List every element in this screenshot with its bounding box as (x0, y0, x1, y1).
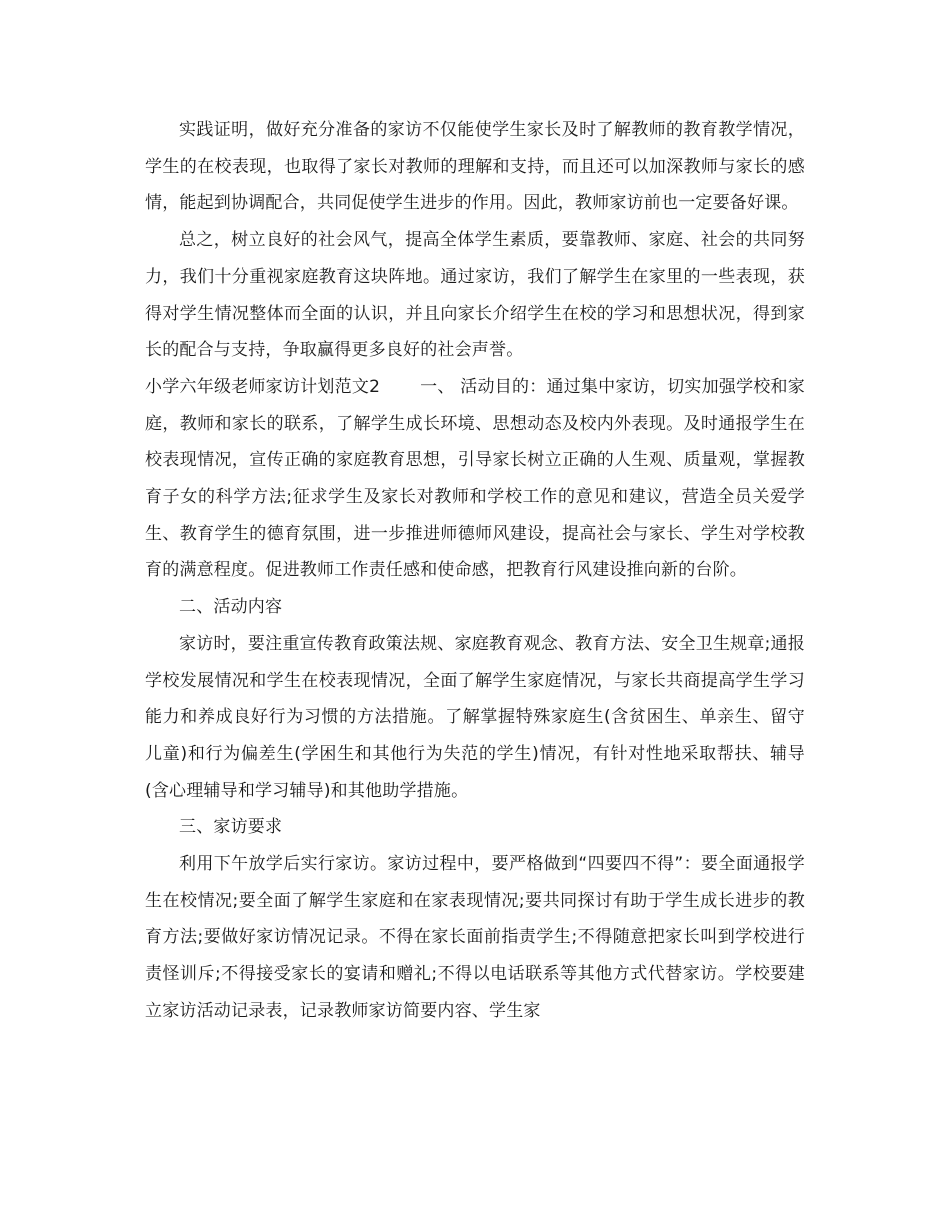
paragraph-practice-proof: 实践证明，做好充分准备的家访不仅能使学生家长及时了解教师的教育教学情况，学生的在校表现，也取得了家长对教师的理解和支持，而且还可以加深教师与家长的感情，能起到协调配合，共同促使学生进步的作用。因此，教师家访前也一定要备好课。 (145, 120, 805, 214)
activity-purpose-text: 一、 活动目的：通过集中家访，切实加强学校和家庭，教师和家长的联系，了解学生成长环境、思想动态及校内外表现。及时通报学生在校表现情况，宣传正确的家庭教育思想，引导家长树立正确的人生观、质量观，掌握教育子女的科学方法;征求学生及家长对教师和学校工作的意见和建议，营造全员关爱学生、教育学生的德育氛围，进一步推进师德师风建设，提高社会与家长、学生对学校教育的满意程度。促进教师工作责任感和使命感，把教育行风建设推向新的台阶。 (145, 376, 805, 581)
heading-activity-content: 二、活动内容 (179, 597, 283, 618)
paragraph-activity-content: 家访时，要注重宣传教育政策法规、家庭教育观念、教育方法、安全卫生规章;通报学校发展情况和学生在校表现情况，全面了解学生家庭情况，与家长共商提高学生学习能力和养成良好行为习惯的方法措施。了解掌握特殊家庭生(含贫困生、单亲生、留守儿童)和行为偏差生(学困生和其他行为失范的学生)情况，有针对性地采取帮扶、辅导(含心理辅导和学习辅导)和其他助学措施。 (145, 633, 805, 801)
section-title: 小学六年级老师家访计划范文2 (145, 376, 381, 397)
paragraph-summary: 总之，树立良好的社会风气，提高全体学生素质，要靠教师、家庭、社会的共同努力，我们十分重视家庭教育这块阵地。通过家访，我们了解学生在家里的一些表现，获得对学生情况整体而全面的认识，并且向家长介绍学生在校的学习和思想状况，得到家长的配合与支持，争取赢得更多良好的社会声誉。 (145, 230, 805, 361)
paragraph-plan-sample-2 (145, 369, 805, 589)
heading-visit-requirements: 三、家访要求 (179, 817, 283, 838)
document-body (145, 112, 805, 1030)
paragraph-visit-requirements: 利用下午放学后实行家访。家访过程中，要严格做到“四要四不得”：要全面通报学生在校情况;要全面了解学生家庭和在家表现情况;要共同探讨有助于学生成长进步的教育方法;要做好家访情况记录。不得在家长面前指责学生;不得随意把家长叫到学校进行责怪训斥;不得接受家长的宴请和赠礼;不得以电话联系等其他方式代替家访。学校要建立家访活动记录表，记录教师家访简要内容、学生家 (145, 854, 805, 1021)
